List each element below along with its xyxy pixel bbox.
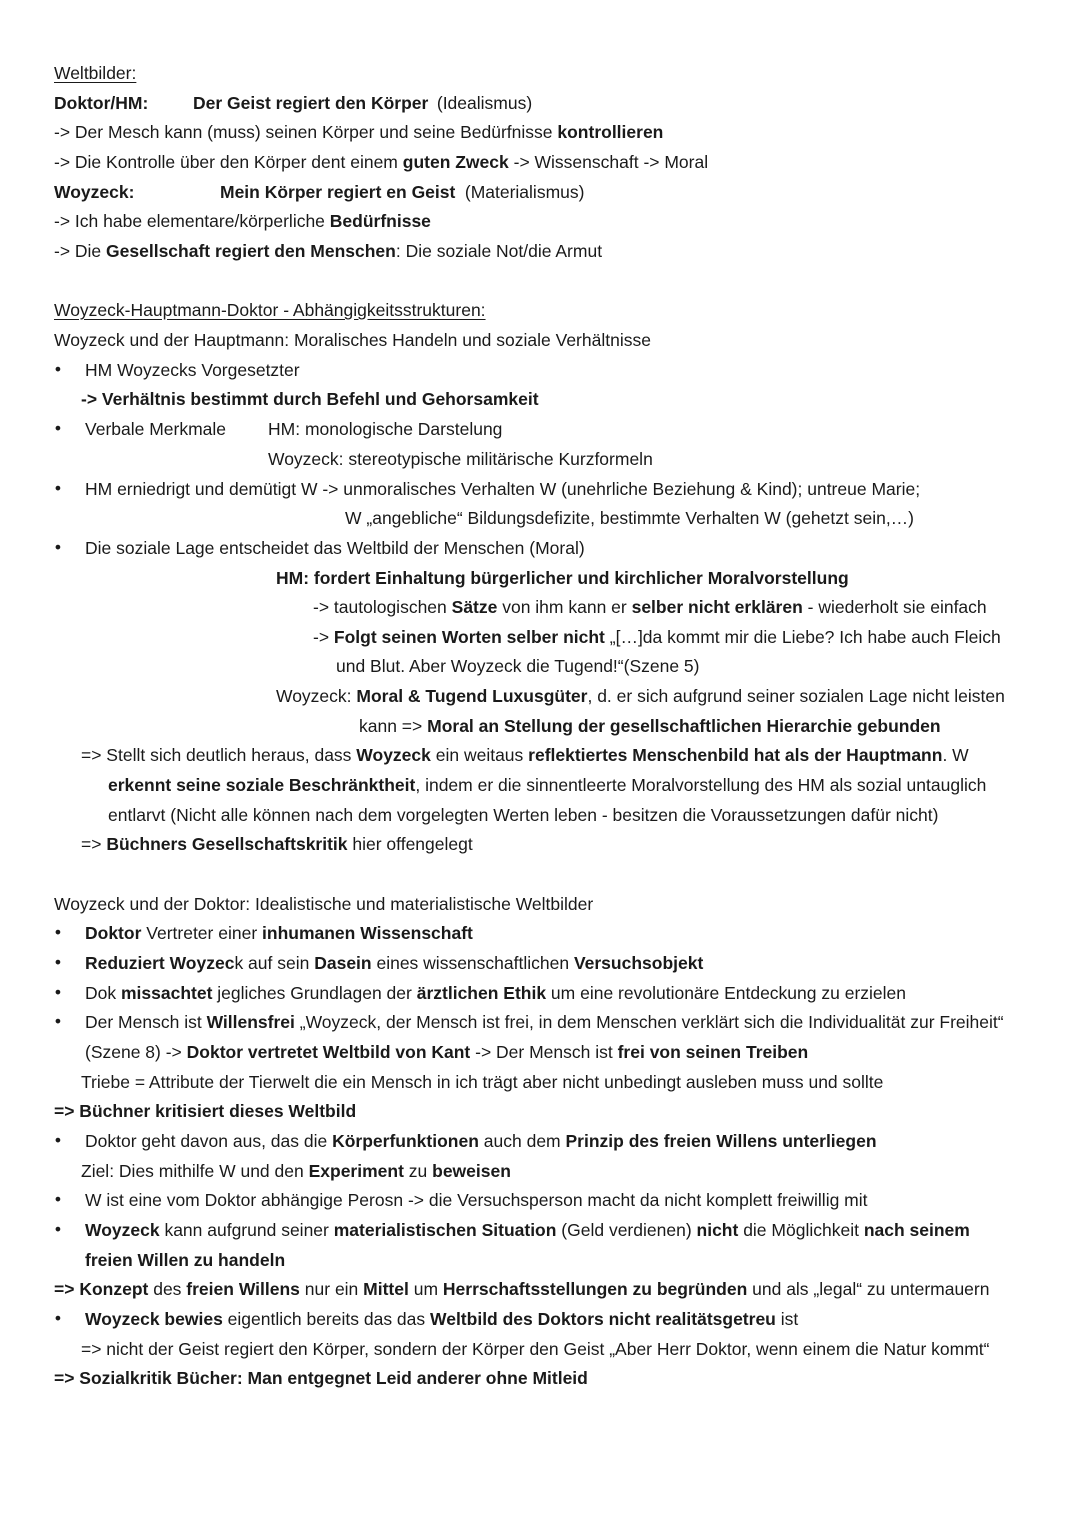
bullet-willensfrei: Der Mensch ist Willensfrei „Woyzeck, der Mensch ist frei, in dem Menschen verklärt sich die Individualität zur Freiheit“ <box>85 1012 1004 1032</box>
woyzeck-point-2: -> Die Gesellschaft regiert den Menschen: Die soziale Not/die Armut <box>54 241 603 261</box>
woyzeck-moral: Woyzeck: Moral & Tugend Luxusgüter, d. er sich aufgrund seiner sozialen Lage nicht leisten <box>276 686 1005 706</box>
merkmal-woyzeck: Woyzeck: stereotypische militärische Kurzformeln <box>268 449 653 469</box>
bullet: • <box>54 1011 62 1031</box>
conclusion-3: entlarvt (Nicht alle können nach dem vorgelegten Werten leben - besitzen die Voraussetzungen dafür nicht) <box>108 805 939 825</box>
bullet: • <box>54 1308 62 1328</box>
bullet: • <box>54 1189 62 1209</box>
bullet: • <box>54 982 62 1002</box>
hm-moral: HM: fordert Einhaltung bürgerlicher und kirchlicher Moralvorstellung <box>276 568 849 588</box>
bullet-bewies: Woyzeck bewies eigentlich bereits das das Weltbild des Doktors nicht realitätsgetreu ist <box>85 1309 799 1329</box>
sub-verhaeltnis: -> Verhältnis bestimmt durch Befehl und Gehorsamkeit <box>81 389 539 409</box>
subheading-hauptmann: Woyzeck und der Hauptmann: Moralisches Handeln und soziale Verhältnisse <box>54 330 651 350</box>
hm-folgt-nicht: -> Folgt seinen Worten selber nicht „[…]da kommt mir die Liebe? Ich habe auch Fleich <box>313 627 1001 647</box>
konzept-line: => Konzept des freien Willens nur ein Mittel um Herrschaftsstellungen zu begründen und als „legal“ zu untermauern <box>54 1279 990 1299</box>
woyzeck-thesis-line: Woyzeck: Mein Körper regiert en Geist (Materialismus) <box>54 182 585 202</box>
woyzeck-moral-cont: kann => Moral an Stellung der gesellschaftlichen Hierarchie gebunden <box>359 716 941 736</box>
kritik-line: => Büchner kritisiert dieses Weltbild <box>54 1101 357 1121</box>
bullet: • <box>54 1130 62 1150</box>
conclusion-1: => Stellt sich deutlich heraus, dass Woyzeck ein weitaus reflektiertes Menschenbild hat als der Hauptmann. W <box>81 745 969 765</box>
conclusion-2: erkennt seine soziale Beschränktheit, indem er die sinnentleerte Moralvorstellung des HM als sozial untauglich <box>108 775 987 795</box>
bullet: • <box>54 922 62 942</box>
woyzeck-point-1: -> Ich habe elementare/körperliche Bedürfnisse <box>54 211 431 231</box>
bullet: • <box>54 1219 62 1239</box>
doktor-point-2: -> Die Kontrolle über den Körper dent einem guten Zweck -> Wissenschaft -> Moral <box>54 152 709 172</box>
hm-zitat-cont: und Blut. Aber Woyzeck die Tugend!“(Szene 5) <box>336 656 700 676</box>
bullet-reduziert: Reduziert Woyzeck auf sein Dasein eines wissenschaftlichen Versuchsobjekt <box>85 953 704 973</box>
erniedrigt-cont: W „angebliche“ Bildungsdefizite, bestimmte Verhalten W (gehetzt sein,…) <box>345 508 915 528</box>
bullet-koerperfunktionen: Doktor geht davon aus, das die Körperfunktionen auch dem Prinzip des freien Willens unterliegen <box>85 1131 877 1151</box>
hm-tautologisch: -> tautologischen Sätze von ihm kann er selber nicht erklären - wiederholt sie einfach <box>313 597 987 617</box>
bullet-erniedrigt: HM erniedrigt und demütigt W -> unmoralisches Verhalten W (unehrliche Beziehung & Kind); untreue Marie; <box>85 479 921 499</box>
doktor-point-1: -> Der Mesch kann (muss) seinen Körper und seine Bedürfnisse kontrollieren <box>54 122 664 142</box>
merkmal-hm: HM: monologische Darstelung <box>268 419 503 439</box>
bullet: • <box>54 478 62 498</box>
bullet-inhuman: Doktor Vertreter einer inhumanen Wissenschaft <box>85 923 473 943</box>
bullet-verbale-merkmale: Verbale Merkmale <box>85 419 227 439</box>
conclusion-4: => Büchners Gesellschaftskritik hier offengelegt <box>81 834 473 854</box>
kant-line: (Szene 8) -> Doktor vertretet Weltbild von Kant -> Der Mensch ist frei von seinen Treiben <box>85 1042 809 1062</box>
freier-wille-line: freien Willen zu handeln <box>85 1250 286 1270</box>
bullet-vorgesetzter: HM Woyzecks Vorgesetzter <box>85 360 300 380</box>
bullet-ethik: Dok missachtet jegliches Grundlagen der ärztlichen Ethik um eine revolutionäre Entdeckung zu erzielen <box>85 983 907 1003</box>
bullet: • <box>54 952 62 972</box>
subheading-doktor: Woyzeck und der Doktor: Idealistische und materialistische Weltbilder <box>54 894 594 914</box>
bullet-abhaengig: W ist eine vom Doktor abhängige Perosn -> die Versuchsperson macht da nicht komplett freiwillig mit <box>85 1190 868 1210</box>
bullet-soziale-lage: Die soziale Lage entscheidet das Weltbild der Menschen (Moral) <box>85 538 585 558</box>
heading-abhaengigkeit: Woyzeck-Hauptmann-Doktor - Abhängigkeitsstrukturen: <box>54 300 486 320</box>
natur-line: => nicht der Geist regiert den Körper, sondern der Körper den Geist „Aber Herr Doktor, wenn einem die Natur kommt“ <box>81 1339 990 1359</box>
bullet-materialistisch: Woyzeck kann aufgrund seiner materialistischen Situation (Geld verdienen) nicht die Möglichkeit nach seinem <box>85 1220 970 1240</box>
bullet: • <box>54 537 62 557</box>
sozialkritik-line: => Sozialkritik Bücher: Man entgegnet Leid anderer ohne Mitleid <box>54 1368 588 1388</box>
bullet: • <box>54 359 62 379</box>
ziel-line: Ziel: Dies mithilfe W und den Experiment zu beweisen <box>81 1161 511 1181</box>
heading-weltbilder: Weltbilder: <box>54 63 137 83</box>
bullet: • <box>54 418 62 438</box>
triebe-line: Triebe = Attribute der Tierwelt die ein Mensch in ich trägt aber nicht unbedingt ausleben muss und sollte <box>81 1072 884 1092</box>
doktor-thesis-line: Doktor/HM: Der Geist regiert den Körper (Idealismus) <box>54 93 533 113</box>
